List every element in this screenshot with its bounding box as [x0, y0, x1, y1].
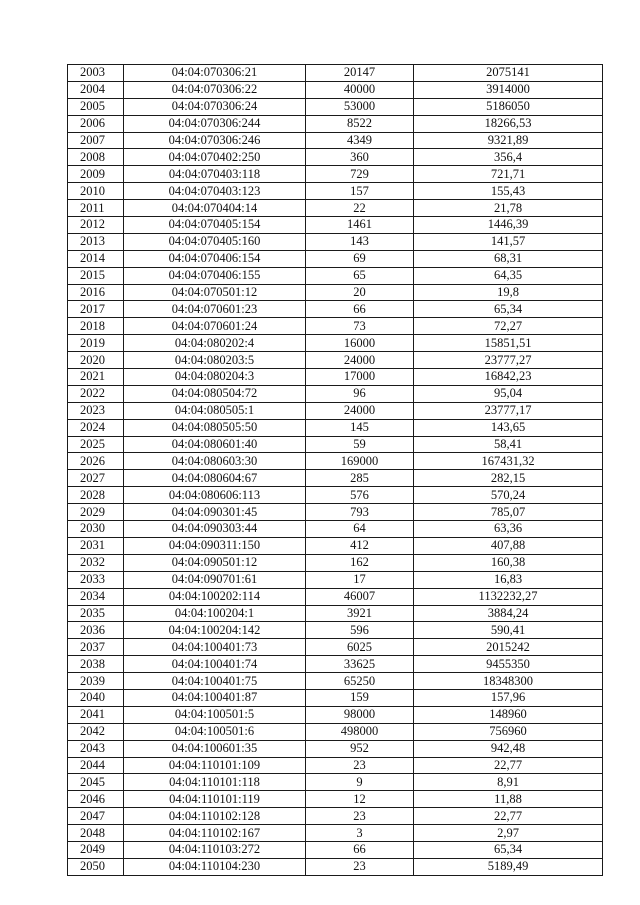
- table-row: [68, 521, 603, 538]
- area-cell: 66: [306, 301, 414, 318]
- table-row: [68, 115, 603, 132]
- cadastral-number-cell: 04:04:110103:272: [124, 841, 306, 858]
- cadastral-number-cell: 04:04:090311:150: [124, 537, 306, 554]
- cadastral-number-cell: 04:04:080203:5: [124, 352, 306, 369]
- row-number-cell: 2028: [68, 487, 124, 504]
- cadastral-number-cell: 04:04:100401:74: [124, 656, 306, 673]
- row-number-cell: 2017: [68, 301, 124, 318]
- area-cell: 596: [306, 622, 414, 639]
- value-cell: 23777,27: [414, 352, 603, 369]
- area-cell: 8522: [306, 115, 414, 132]
- table-row: [68, 149, 603, 166]
- table-row: [68, 706, 603, 723]
- area-cell: 22: [306, 200, 414, 217]
- row-number-cell: 2030: [68, 521, 124, 538]
- row-number-cell: 2034: [68, 588, 124, 605]
- cadastral-number-cell: 04:04:100401:75: [124, 673, 306, 690]
- cadastral-number-cell: 04:04:090303:44: [124, 521, 306, 538]
- area-cell: 20147: [306, 65, 414, 82]
- area-cell: 12: [306, 791, 414, 808]
- table-row: [68, 233, 603, 250]
- area-cell: 16000: [306, 335, 414, 352]
- value-cell: 63,36: [414, 521, 603, 538]
- value-cell: 22,77: [414, 808, 603, 825]
- area-cell: 46007: [306, 588, 414, 605]
- area-cell: 17: [306, 571, 414, 588]
- value-cell: 9321,89: [414, 132, 603, 149]
- row-number-cell: 2018: [68, 318, 124, 335]
- row-number-cell: 2003: [68, 65, 124, 82]
- cadastral-number-cell: 04:04:070306:21: [124, 65, 306, 82]
- cadastral-number-cell: 04:04:110102:128: [124, 808, 306, 825]
- cadastral-number-cell: 04:04:070306:22: [124, 81, 306, 98]
- area-cell: 40000: [306, 81, 414, 98]
- table-row: [68, 132, 603, 149]
- row-number-cell: 2044: [68, 757, 124, 774]
- cadastral-number-cell: 04:04:100202:114: [124, 588, 306, 605]
- row-number-cell: 2029: [68, 504, 124, 521]
- cadastral-number-cell: 04:04:070306:244: [124, 115, 306, 132]
- area-cell: 66: [306, 841, 414, 858]
- value-cell: 65,34: [414, 301, 603, 318]
- table-row: [68, 318, 603, 335]
- area-cell: 23: [306, 858, 414, 875]
- row-number-cell: 2011: [68, 200, 124, 217]
- cadastral-number-cell: 04:04:070403:123: [124, 183, 306, 200]
- value-cell: 570,24: [414, 487, 603, 504]
- table-row: [68, 774, 603, 791]
- cadastral-number-cell: 04:04:070405:154: [124, 217, 306, 234]
- cadastral-number-cell: 04:04:070601:23: [124, 301, 306, 318]
- cadastral-number-cell: 04:04:100501:5: [124, 706, 306, 723]
- cadastral-number-cell: 04:04:110104:230: [124, 858, 306, 875]
- cadastral-number-cell: 04:04:100501:6: [124, 723, 306, 740]
- area-cell: 23: [306, 808, 414, 825]
- value-cell: 407,88: [414, 537, 603, 554]
- value-cell: 167431,32: [414, 453, 603, 470]
- row-number-cell: 2012: [68, 217, 124, 234]
- value-cell: 15851,51: [414, 335, 603, 352]
- area-cell: 20: [306, 284, 414, 301]
- area-cell: 6025: [306, 639, 414, 656]
- area-cell: 169000: [306, 453, 414, 470]
- area-cell: 98000: [306, 706, 414, 723]
- row-number-cell: 2020: [68, 352, 124, 369]
- value-cell: 9455350: [414, 656, 603, 673]
- row-number-cell: 2048: [68, 825, 124, 842]
- table-row: [68, 267, 603, 284]
- area-cell: 729: [306, 166, 414, 183]
- value-cell: 2,97: [414, 825, 603, 842]
- cadastral-number-cell: 04:04:110101:118: [124, 774, 306, 791]
- cadastral-number-cell: 04:04:110101:109: [124, 757, 306, 774]
- value-cell: 141,57: [414, 233, 603, 250]
- area-cell: 285: [306, 470, 414, 487]
- cadastral-number-cell: 04:04:110102:167: [124, 825, 306, 842]
- table-row: [68, 217, 603, 234]
- cadastral-number-cell: 04:04:070403:118: [124, 166, 306, 183]
- table-row: [68, 301, 603, 318]
- area-cell: 3921: [306, 605, 414, 622]
- area-cell: 65: [306, 267, 414, 284]
- cadastral-number-cell: 04:04:070406:155: [124, 267, 306, 284]
- area-cell: 73: [306, 318, 414, 335]
- row-number-cell: 2022: [68, 385, 124, 402]
- value-cell: 157,96: [414, 689, 603, 706]
- value-cell: 19,8: [414, 284, 603, 301]
- value-cell: 721,71: [414, 166, 603, 183]
- cadastral-number-cell: 04:04:070601:24: [124, 318, 306, 335]
- table-row: [68, 453, 603, 470]
- table-row: [68, 757, 603, 774]
- table-row: [68, 588, 603, 605]
- table-row: [68, 470, 603, 487]
- row-number-cell: 2014: [68, 250, 124, 267]
- table-row: [68, 402, 603, 419]
- row-number-cell: 2005: [68, 98, 124, 115]
- value-cell: 3884,24: [414, 605, 603, 622]
- value-cell: 160,38: [414, 554, 603, 571]
- table-row: [68, 284, 603, 301]
- table-row: [68, 825, 603, 842]
- cadastral-number-cell: 04:04:080504:72: [124, 385, 306, 402]
- table-row: [68, 841, 603, 858]
- table-row: [68, 436, 603, 453]
- value-cell: 148960: [414, 706, 603, 723]
- table-row: [68, 622, 603, 639]
- table-row: [68, 554, 603, 571]
- table-row: [68, 200, 603, 217]
- row-number-cell: 2041: [68, 706, 124, 723]
- table-row: [68, 740, 603, 757]
- row-number-cell: 2049: [68, 841, 124, 858]
- value-cell: 11,88: [414, 791, 603, 808]
- table-row: [68, 487, 603, 504]
- table-row: [68, 537, 603, 554]
- cadastral-number-cell: 04:04:100401:87: [124, 689, 306, 706]
- table-row: [68, 166, 603, 183]
- cadastral-number-cell: 04:04:100401:73: [124, 639, 306, 656]
- table-row: [68, 419, 603, 436]
- area-cell: 23: [306, 757, 414, 774]
- area-cell: 1461: [306, 217, 414, 234]
- cadastral-number-cell: 04:04:070306:24: [124, 98, 306, 115]
- value-cell: 282,15: [414, 470, 603, 487]
- table-row: [68, 673, 603, 690]
- cadastral-number-cell: 04:04:090501:12: [124, 554, 306, 571]
- row-number-cell: 2009: [68, 166, 124, 183]
- table-row: [68, 335, 603, 352]
- row-number-cell: 2027: [68, 470, 124, 487]
- row-number-cell: 2021: [68, 369, 124, 386]
- table-row: [68, 858, 603, 875]
- table-row: [68, 808, 603, 825]
- table-row: [68, 369, 603, 386]
- cadastral-number-cell: 04:04:080202:4: [124, 335, 306, 352]
- table-row: [68, 98, 603, 115]
- table-row: [68, 571, 603, 588]
- table-row: [68, 723, 603, 740]
- area-cell: 17000: [306, 369, 414, 386]
- value-cell: 68,31: [414, 250, 603, 267]
- cadastral-number-cell: 04:04:080604:67: [124, 470, 306, 487]
- area-cell: 64: [306, 521, 414, 538]
- value-cell: 5186050: [414, 98, 603, 115]
- value-cell: 143,65: [414, 419, 603, 436]
- area-cell: 952: [306, 740, 414, 757]
- row-number-cell: 2004: [68, 81, 124, 98]
- table-row: [68, 250, 603, 267]
- row-number-cell: 2033: [68, 571, 124, 588]
- value-cell: 65,34: [414, 841, 603, 858]
- area-cell: 24000: [306, 402, 414, 419]
- cadastral-number-cell: 04:04:080505:1: [124, 402, 306, 419]
- row-number-cell: 2007: [68, 132, 124, 149]
- cadastral-number-cell: 04:04:080505:50: [124, 419, 306, 436]
- cadastral-number-cell: 04:04:110101:119: [124, 791, 306, 808]
- table-row: [68, 791, 603, 808]
- value-cell: 21,78: [414, 200, 603, 217]
- area-cell: 4349: [306, 132, 414, 149]
- value-cell: 785,07: [414, 504, 603, 521]
- row-number-cell: 2042: [68, 723, 124, 740]
- row-number-cell: 2015: [68, 267, 124, 284]
- row-number-cell: 2043: [68, 740, 124, 757]
- table-row: [68, 385, 603, 402]
- table-row: [68, 605, 603, 622]
- row-number-cell: 2024: [68, 419, 124, 436]
- cadastral-number-cell: 04:04:100601:35: [124, 740, 306, 757]
- table-row: [68, 81, 603, 98]
- table-row: [68, 352, 603, 369]
- row-number-cell: 2016: [68, 284, 124, 301]
- cadastral-number-cell: 04:04:100204:142: [124, 622, 306, 639]
- cadastral-table: [67, 64, 603, 876]
- value-cell: 16,83: [414, 571, 603, 588]
- row-number-cell: 2036: [68, 622, 124, 639]
- area-cell: 33625: [306, 656, 414, 673]
- cadastral-number-cell: 04:04:080603:30: [124, 453, 306, 470]
- area-cell: 360: [306, 149, 414, 166]
- value-cell: 356,4: [414, 149, 603, 166]
- table-row: [68, 504, 603, 521]
- table-row: [68, 639, 603, 656]
- area-cell: 65250: [306, 673, 414, 690]
- value-cell: 23777,17: [414, 402, 603, 419]
- table-body: [68, 65, 603, 876]
- area-cell: 498000: [306, 723, 414, 740]
- cadastral-number-cell: 04:04:070306:246: [124, 132, 306, 149]
- area-cell: 157: [306, 183, 414, 200]
- area-cell: 793: [306, 504, 414, 521]
- cadastral-number-cell: 04:04:090301:45: [124, 504, 306, 521]
- row-number-cell: 2047: [68, 808, 124, 825]
- row-number-cell: 2025: [68, 436, 124, 453]
- row-number-cell: 2038: [68, 656, 124, 673]
- value-cell: 2075141: [414, 65, 603, 82]
- row-number-cell: 2050: [68, 858, 124, 875]
- row-number-cell: 2032: [68, 554, 124, 571]
- row-number-cell: 2026: [68, 453, 124, 470]
- row-number-cell: 2023: [68, 402, 124, 419]
- value-cell: 1132232,27: [414, 588, 603, 605]
- value-cell: 1446,39: [414, 217, 603, 234]
- value-cell: 95,04: [414, 385, 603, 402]
- cadastral-number-cell: 04:04:080606:113: [124, 487, 306, 504]
- area-cell: 9: [306, 774, 414, 791]
- table-row: [68, 689, 603, 706]
- value-cell: 8,91: [414, 774, 603, 791]
- area-cell: 143: [306, 233, 414, 250]
- row-number-cell: 2010: [68, 183, 124, 200]
- table-row: [68, 656, 603, 673]
- area-cell: 3: [306, 825, 414, 842]
- cadastral-number-cell: 04:04:080601:40: [124, 436, 306, 453]
- area-cell: 412: [306, 537, 414, 554]
- value-cell: 2015242: [414, 639, 603, 656]
- row-number-cell: 2019: [68, 335, 124, 352]
- row-number-cell: 2046: [68, 791, 124, 808]
- row-number-cell: 2045: [68, 774, 124, 791]
- value-cell: 18266,53: [414, 115, 603, 132]
- row-number-cell: 2039: [68, 673, 124, 690]
- value-cell: 756960: [414, 723, 603, 740]
- cadastral-number-cell: 04:04:070501:12: [124, 284, 306, 301]
- cadastral-number-cell: 04:04:080204:3: [124, 369, 306, 386]
- table-row: [68, 65, 603, 82]
- value-cell: 16842,23: [414, 369, 603, 386]
- row-number-cell: 2040: [68, 689, 124, 706]
- value-cell: 5189,49: [414, 858, 603, 875]
- row-number-cell: 2037: [68, 639, 124, 656]
- value-cell: 155,43: [414, 183, 603, 200]
- value-cell: 58,41: [414, 436, 603, 453]
- value-cell: 22,77: [414, 757, 603, 774]
- cadastral-number-cell: 04:04:070402:250: [124, 149, 306, 166]
- cadastral-number-cell: 04:04:070404:14: [124, 200, 306, 217]
- value-cell: 3914000: [414, 81, 603, 98]
- value-cell: 18348300: [414, 673, 603, 690]
- cadastral-number-cell: 04:04:100204:1: [124, 605, 306, 622]
- cadastral-number-cell: 04:04:090701:61: [124, 571, 306, 588]
- row-number-cell: 2013: [68, 233, 124, 250]
- value-cell: 942,48: [414, 740, 603, 757]
- row-number-cell: 2031: [68, 537, 124, 554]
- table-row: [68, 183, 603, 200]
- area-cell: 24000: [306, 352, 414, 369]
- row-number-cell: 2035: [68, 605, 124, 622]
- area-cell: 162: [306, 554, 414, 571]
- area-cell: 53000: [306, 98, 414, 115]
- area-cell: 59: [306, 436, 414, 453]
- area-cell: 576: [306, 487, 414, 504]
- cadastral-number-cell: 04:04:070405:160: [124, 233, 306, 250]
- area-cell: 159: [306, 689, 414, 706]
- row-number-cell: 2006: [68, 115, 124, 132]
- area-cell: 69: [306, 250, 414, 267]
- row-number-cell: 2008: [68, 149, 124, 166]
- value-cell: 64,35: [414, 267, 603, 284]
- area-cell: 145: [306, 419, 414, 436]
- area-cell: 96: [306, 385, 414, 402]
- value-cell: 590,41: [414, 622, 603, 639]
- value-cell: 72,27: [414, 318, 603, 335]
- cadastral-number-cell: 04:04:070406:154: [124, 250, 306, 267]
